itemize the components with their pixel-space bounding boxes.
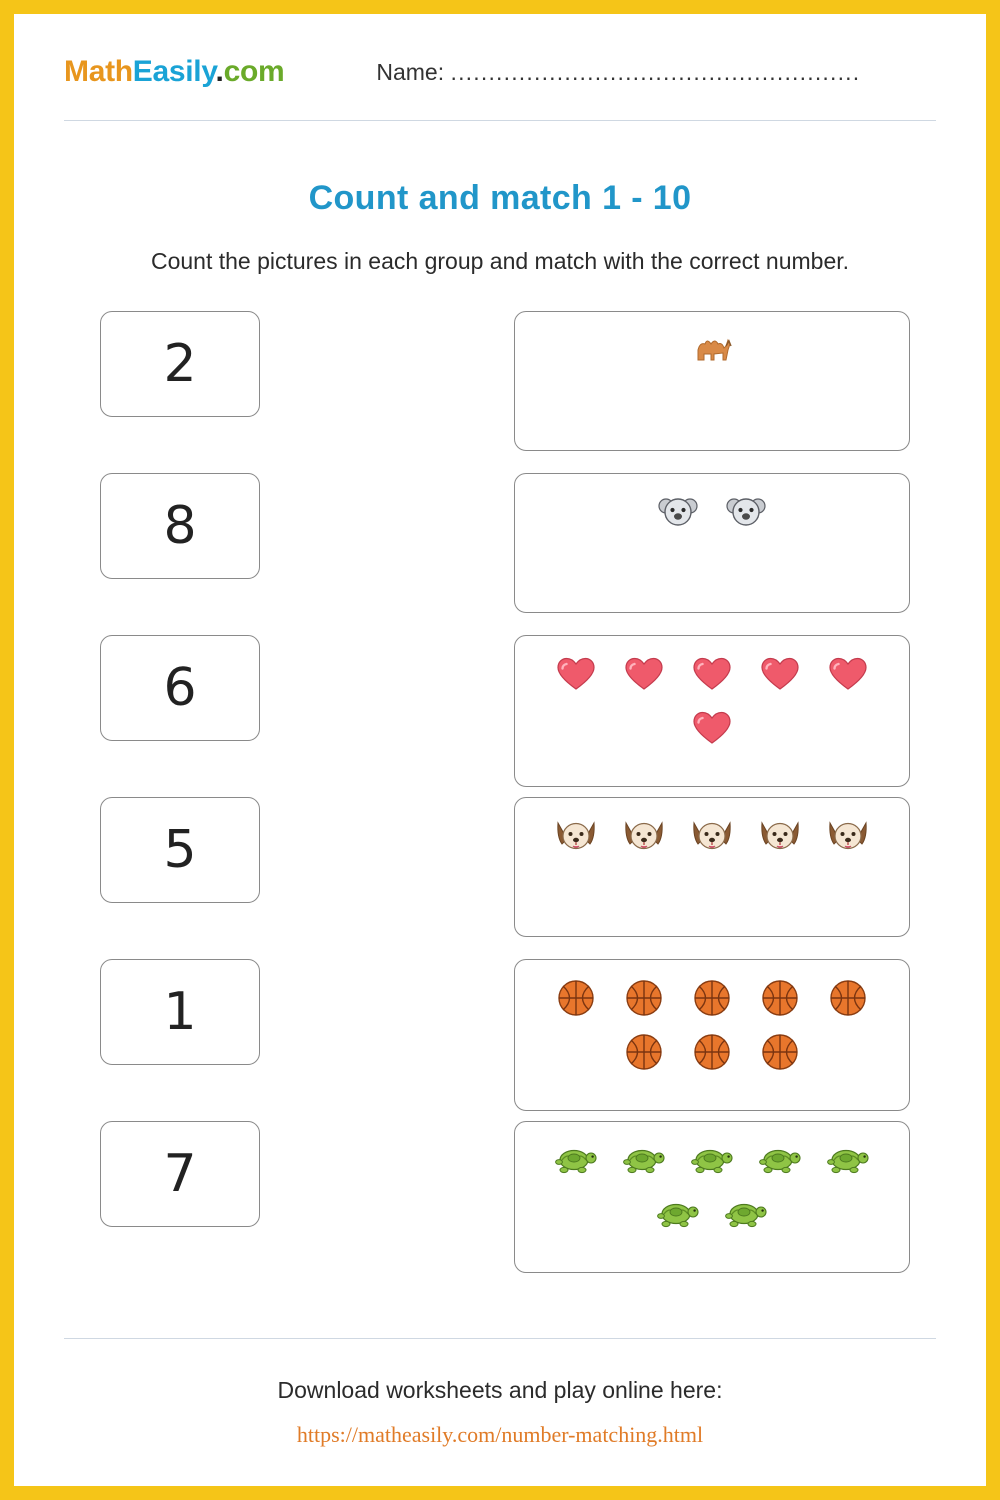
number-box-wrap	[64, 1121, 514, 1227]
number-box-wrap	[64, 311, 514, 417]
picture-group-box[interactable]	[514, 635, 910, 787]
number-box[interactable]: 1	[100, 959, 260, 1065]
name-field	[376, 59, 860, 86]
turtle-icon	[717, 1190, 775, 1238]
page-footer	[64, 1338, 936, 1448]
exercise-rows	[64, 311, 936, 1283]
picture-group-box[interactable]	[514, 311, 910, 451]
number-box[interactable]: 6	[100, 635, 260, 741]
number-box-wrap	[64, 959, 514, 1065]
heart-icon	[683, 704, 741, 752]
page-title: Count and match 1 - 10	[308, 179, 692, 217]
exercise-row	[64, 635, 936, 797]
footer-text: Download worksheets and play online here:	[277, 1377, 723, 1403]
exercise-row	[64, 959, 936, 1121]
picture-box-wrap	[514, 797, 936, 937]
number-box-wrap	[64, 473, 514, 579]
exercise-row	[64, 311, 936, 473]
number-box[interactable]: 8	[100, 473, 260, 579]
number-box-wrap	[64, 635, 514, 741]
number-box[interactable]: 7	[100, 1121, 260, 1227]
exercise-row	[64, 797, 936, 959]
dog-face-icon	[751, 812, 809, 860]
heart-icon	[683, 650, 741, 698]
heart-icon	[819, 650, 877, 698]
turtle-icon	[615, 1136, 673, 1184]
dog-face-icon	[615, 812, 673, 860]
turtle-icon	[649, 1190, 707, 1238]
heart-icon	[615, 650, 673, 698]
camel-icon	[683, 326, 741, 374]
picture-group-box[interactable]	[514, 473, 910, 613]
basketball-icon	[615, 974, 673, 1022]
picture-group-box[interactable]	[514, 959, 910, 1111]
heart-icon	[547, 650, 605, 698]
header-divider	[64, 120, 936, 121]
koala-icon	[717, 488, 775, 536]
basketball-icon	[683, 1028, 741, 1076]
footer-divider	[64, 1338, 936, 1339]
footer-link[interactable]: https://matheasily.com/number-matching.html	[296, 1422, 704, 1447]
picture-box-wrap	[514, 1121, 936, 1273]
dog-face-icon	[547, 812, 605, 860]
number-box[interactable]: 2	[100, 311, 260, 417]
koala-icon	[649, 488, 707, 536]
logo-dot-text: .	[215, 55, 224, 88]
site-logo	[64, 55, 284, 89]
instructions-text: Count the pictures in each group and match with the correct number.	[150, 248, 850, 274]
turtle-icon	[683, 1136, 741, 1184]
picture-box-wrap	[514, 311, 936, 451]
logo-math-text: Math	[64, 55, 133, 88]
turtle-icon	[547, 1136, 605, 1184]
picture-box-wrap	[514, 959, 936, 1111]
heart-icon	[751, 650, 809, 698]
logo-easily-text: Easily	[132, 55, 216, 88]
exercise-row	[64, 473, 936, 635]
dog-face-icon	[819, 812, 877, 860]
turtle-icon	[819, 1136, 877, 1184]
name-label: Name:	[376, 58, 445, 85]
picture-group-box[interactable]	[514, 1121, 910, 1273]
exercise-row	[64, 1121, 936, 1283]
page-header	[64, 14, 936, 120]
basketball-icon	[683, 974, 741, 1022]
dog-face-icon	[683, 812, 741, 860]
basketball-icon	[751, 974, 809, 1022]
picture-group-box[interactable]	[514, 797, 910, 937]
name-blank-line: ......................................................	[450, 58, 861, 85]
picture-box-wrap	[514, 635, 936, 787]
basketball-icon	[751, 1028, 809, 1076]
basketball-icon	[547, 974, 605, 1022]
turtle-icon	[751, 1136, 809, 1184]
number-box[interactable]: 5	[100, 797, 260, 903]
number-box-wrap	[64, 797, 514, 903]
logo-com-text: com	[223, 55, 285, 88]
basketball-icon	[615, 1028, 673, 1076]
basketball-icon	[819, 974, 877, 1022]
picture-box-wrap	[514, 473, 936, 613]
